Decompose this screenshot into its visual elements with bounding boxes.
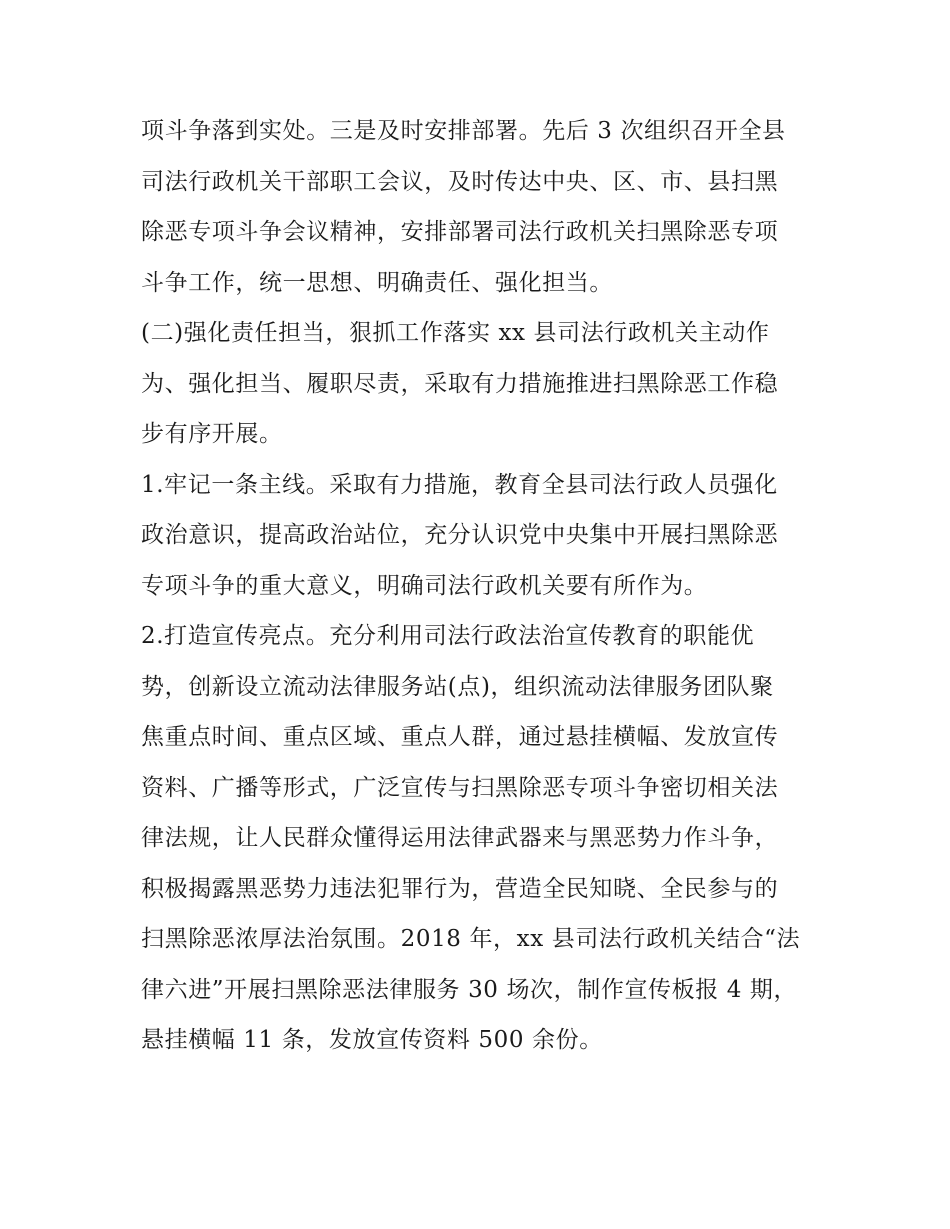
text-line: 积极揭露黑恶势力违法犯罪行为，营造全民知晓、全民参与的 (141, 875, 779, 902)
text-line: 焦重点时间、重点区域、重点人群，通过悬挂横幅、发放宣传 (141, 724, 779, 750)
text-line: 律法规，让人民群众懂得运用法律武器来与黑恶势力作斗争， (141, 825, 779, 851)
text-line: 专项斗争的重大意义，明确司法行政机关要有所作为。 (141, 572, 708, 599)
text-line: 司法行政机关干部职工会议，及时传达中央、区、市、县扫黑 (141, 168, 779, 195)
text-line: 政治意识，提高政治站位，充分认识党中央集中开展扫黑除恶 (141, 522, 779, 548)
document-body (141, 106, 821, 1066)
paragraph (141, 106, 821, 308)
numbered-paragraph (141, 460, 821, 612)
text-line: 1.牢记一条主线。采取有力措施，教育全县司法行政人员强化 (141, 471, 778, 498)
numbered-paragraph (141, 611, 821, 1066)
text-line: 2.打造宣传亮点。充分利用司法行政法治宣传教育的职能优 (141, 623, 755, 649)
text-line: 律六进”开展扫黑除恶法律服务 30 场次，制作宣传板报 4 期， (141, 976, 798, 1003)
text-line: 项斗争落到实处。三是及时安排部署。先后 3 次组织召开全县 (141, 118, 786, 144)
section-heading-paragraph (141, 308, 821, 460)
text-line: 除恶专项斗争会议精神，安排部署司法行政机关扫黑除恶专项 (141, 219, 779, 245)
text-line: 扫黑除恶浓厚法治氛围。2018 年，xx 县司法行政机关结合“法 (141, 926, 801, 952)
text-line: 悬挂横幅 11 条，发放宣传资料 500 余份。 (141, 1027, 603, 1053)
text-line: 斗争工作，统一思想、明确责任、强化担当。 (141, 269, 613, 296)
text-line: (二)强化责任担当，狠抓工作落实 xx 县司法行政机关主动作 (141, 320, 770, 346)
text-line: 资料、广播等形式，广泛宣传与扫黑除恶专项斗争密切相关法 (141, 774, 779, 801)
text-line: 为、强化担当、履职尽责，采取有力措施推进扫黑除恶工作稳 (141, 370, 779, 397)
text-line: 势，创新设立流动法律服务站(点)，组织流动法律服务团队聚 (141, 673, 774, 700)
text-line: 步有序开展。 (141, 421, 283, 447)
